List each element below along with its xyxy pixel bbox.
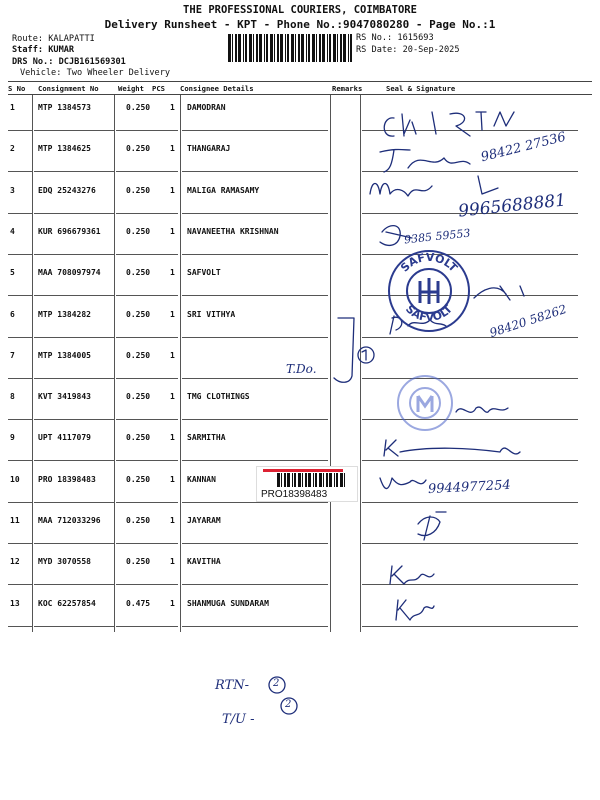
cell-pcs: 1 (170, 268, 175, 278)
rs-no-line: RS No.: 1615693 (356, 33, 434, 43)
cell-pcs: 1 (170, 226, 175, 236)
cell-consignee: JAYARAM (187, 516, 221, 525)
vehicle-value: Two Wheeler Delivery (66, 68, 171, 78)
cell-sno: 2 (10, 144, 15, 154)
signature-stroke (450, 112, 514, 136)
cell-cno: MAA 708097974 (38, 268, 101, 278)
cell-cno: MTP 1384625 (38, 144, 91, 154)
route-line: Route: KALAPATTI (12, 34, 95, 44)
signature-stroke (456, 407, 508, 412)
cell-consignee: DAMODRAN (187, 103, 226, 112)
signature-stroke (402, 114, 416, 136)
cell-weight: 0.475 (126, 598, 151, 608)
col-sno: S No (8, 84, 26, 93)
cell-weight: 0.250 (126, 103, 151, 112)
cell-consignee: KAVITHA (187, 557, 221, 567)
cell-weight: 0.250 (126, 185, 151, 195)
handwritten-phone-row4: 9385 59553 (403, 226, 471, 247)
signature-stroke (380, 150, 410, 173)
cell-weight: 0.250 (126, 433, 151, 443)
cell-cno: UPT 4117079 (38, 433, 91, 443)
rs-no-value: 1615693 (397, 33, 434, 43)
cell-pcs: 1 (170, 103, 175, 112)
safvolt-seal-stamp (386, 248, 472, 334)
runsheet-title: Delivery Runsheet - KPT - Phone No.:9047080280 - Page No.:1 (104, 18, 496, 31)
cell-pcs: 1 (170, 392, 175, 402)
handwritten-phone-row10: 9944977254 (427, 477, 512, 498)
cell-weight: 0.250 (126, 474, 151, 484)
cell-consignee: TMG CLOTHINGS (187, 392, 250, 402)
cell-weight: 0.250 (126, 309, 151, 319)
cell-cno: MTP 1384573 (38, 103, 91, 112)
cell-cno: EDQ 25243276 (38, 185, 96, 195)
cell-sno: 4 (10, 226, 15, 236)
cell-sno: 13 (10, 598, 20, 608)
cell-consignee: THANGARAJ (187, 144, 231, 154)
cell-pcs: 1 (170, 598, 175, 608)
cell-weight: 0.250 (126, 144, 151, 154)
stamp-text-bottom: SAFVOLT (403, 302, 455, 325)
footer-tu-label: T/U - (222, 712, 255, 727)
cell-weight: 0.250 (126, 557, 151, 567)
cell-cno: KVT 3419843 (38, 392, 91, 402)
cell-sno: 12 (10, 557, 20, 567)
barcode-sticker (256, 466, 358, 502)
company-seal-stamp (396, 374, 454, 432)
signature-stroke (334, 318, 354, 382)
col-signature: Seal & Signature (386, 84, 456, 93)
signature-stroke (390, 566, 434, 584)
vehicle-line: Vehicle: Two Wheeler Delivery (20, 68, 171, 78)
col-remarks: Remarks (332, 84, 363, 93)
rs-date-value: 20-Sep-2025 (402, 45, 460, 55)
col-consignee: Consignee Details (180, 84, 254, 93)
drs-value: DCJB161569301 (58, 57, 126, 67)
cell-cno: KOC 62257854 (38, 598, 96, 608)
cell-sno: 6 (10, 309, 15, 319)
cell-pcs: 1 (170, 516, 175, 525)
label-stripe (263, 469, 343, 472)
signature-stroke (432, 112, 436, 134)
cell-consignee: SHANMUGA SUNDARAM (187, 598, 269, 608)
cell-pcs: 1 (170, 309, 175, 319)
sticker-barcode-text: PRO18398483 (261, 489, 328, 500)
company-name: THE PROFESSIONAL COURIERS, COIMBATORE (183, 4, 417, 16)
cell-pcs: 1 (170, 185, 175, 195)
footer-rtn-count: 2 (273, 678, 280, 689)
stamp-text-top: SAFVOLT (398, 250, 460, 275)
signature-stroke (384, 440, 520, 456)
handwritten-note-row7: T.Do. (286, 362, 317, 376)
handwritten-phone-row3: 9965688881 (457, 190, 567, 222)
sticker-barcode (277, 473, 347, 487)
cell-weight: 0.250 (126, 516, 151, 525)
route-value: KALAPATTI (48, 34, 95, 44)
svg-text:SAFVOLT (398, 251, 460, 275)
staff-line: Staff: KUMAR (12, 45, 75, 55)
cell-sno: 8 (10, 392, 15, 402)
signature-stroke (362, 350, 366, 360)
cell-cno: MTP 1384005 (38, 350, 91, 360)
cell-cno: MTP 1384282 (38, 309, 91, 319)
footer-rtn-label: RTN- (215, 678, 249, 693)
cell-sno: 10 (10, 474, 20, 484)
handwritten-phone-row2: 98422 27536 (479, 129, 568, 166)
cell-consignee: SAFVOLT (187, 268, 221, 278)
cell-sno: 11 (10, 516, 20, 525)
staff-value: KUMAR (48, 45, 75, 55)
cell-cno: MAA 712033296 (38, 516, 101, 525)
cell-sno: 5 (10, 268, 15, 278)
signature-stroke (418, 512, 446, 540)
cell-cno: PRO 18398483 (38, 474, 96, 484)
cell-cno: KUR 696679361 (38, 226, 101, 236)
cell-pcs: 1 (170, 144, 175, 154)
cell-weight: 0.250 (126, 226, 151, 236)
drs-line: DRS No.: DCJB161569301 (12, 57, 126, 67)
cell-sno: 9 (10, 433, 15, 443)
cell-pcs: 1 (170, 350, 175, 360)
cell-pcs: 1 (170, 474, 175, 484)
svg-text:SAFVOLT (403, 302, 455, 324)
cell-sno: 7 (10, 350, 15, 360)
cell-consignee: MALIGA RAMASAMY (187, 185, 260, 195)
cell-sno: 3 (10, 185, 15, 195)
col-weight: Weight (118, 84, 144, 93)
cell-pcs: 1 (170, 433, 175, 443)
cell-weight: 0.250 (126, 392, 151, 402)
signature-stroke (380, 478, 426, 489)
cell-consignee: SARMITHA (187, 433, 226, 443)
footer-tu-count: 2 (285, 699, 292, 710)
cell-consignee: SRI VITHYA (187, 309, 236, 319)
handwritten-phone-row6: 98420 58262 (487, 301, 569, 341)
col-pcs: PCS (152, 84, 165, 93)
cell-cno: MYD 3070558 (38, 557, 91, 567)
signature-stroke (478, 176, 498, 194)
cell-weight: 0.250 (126, 268, 151, 278)
signature-stroke (370, 184, 432, 197)
cell-weight: 0.250 (126, 350, 151, 360)
signature-stroke (396, 600, 434, 620)
rs-date-line: RS Date: 20-Sep-2025 (356, 45, 460, 55)
signature-stroke (474, 286, 524, 300)
signature-stroke (384, 118, 394, 136)
cell-pcs: 1 (170, 557, 175, 567)
cell-sno: 1 (10, 103, 15, 112)
cell-consignee: KANNAN (187, 474, 216, 484)
signature-stroke (408, 158, 470, 168)
cell-consignee: NAVANEETHA KRISHNAN (187, 226, 279, 236)
col-consignment: Consignment No (38, 84, 99, 93)
